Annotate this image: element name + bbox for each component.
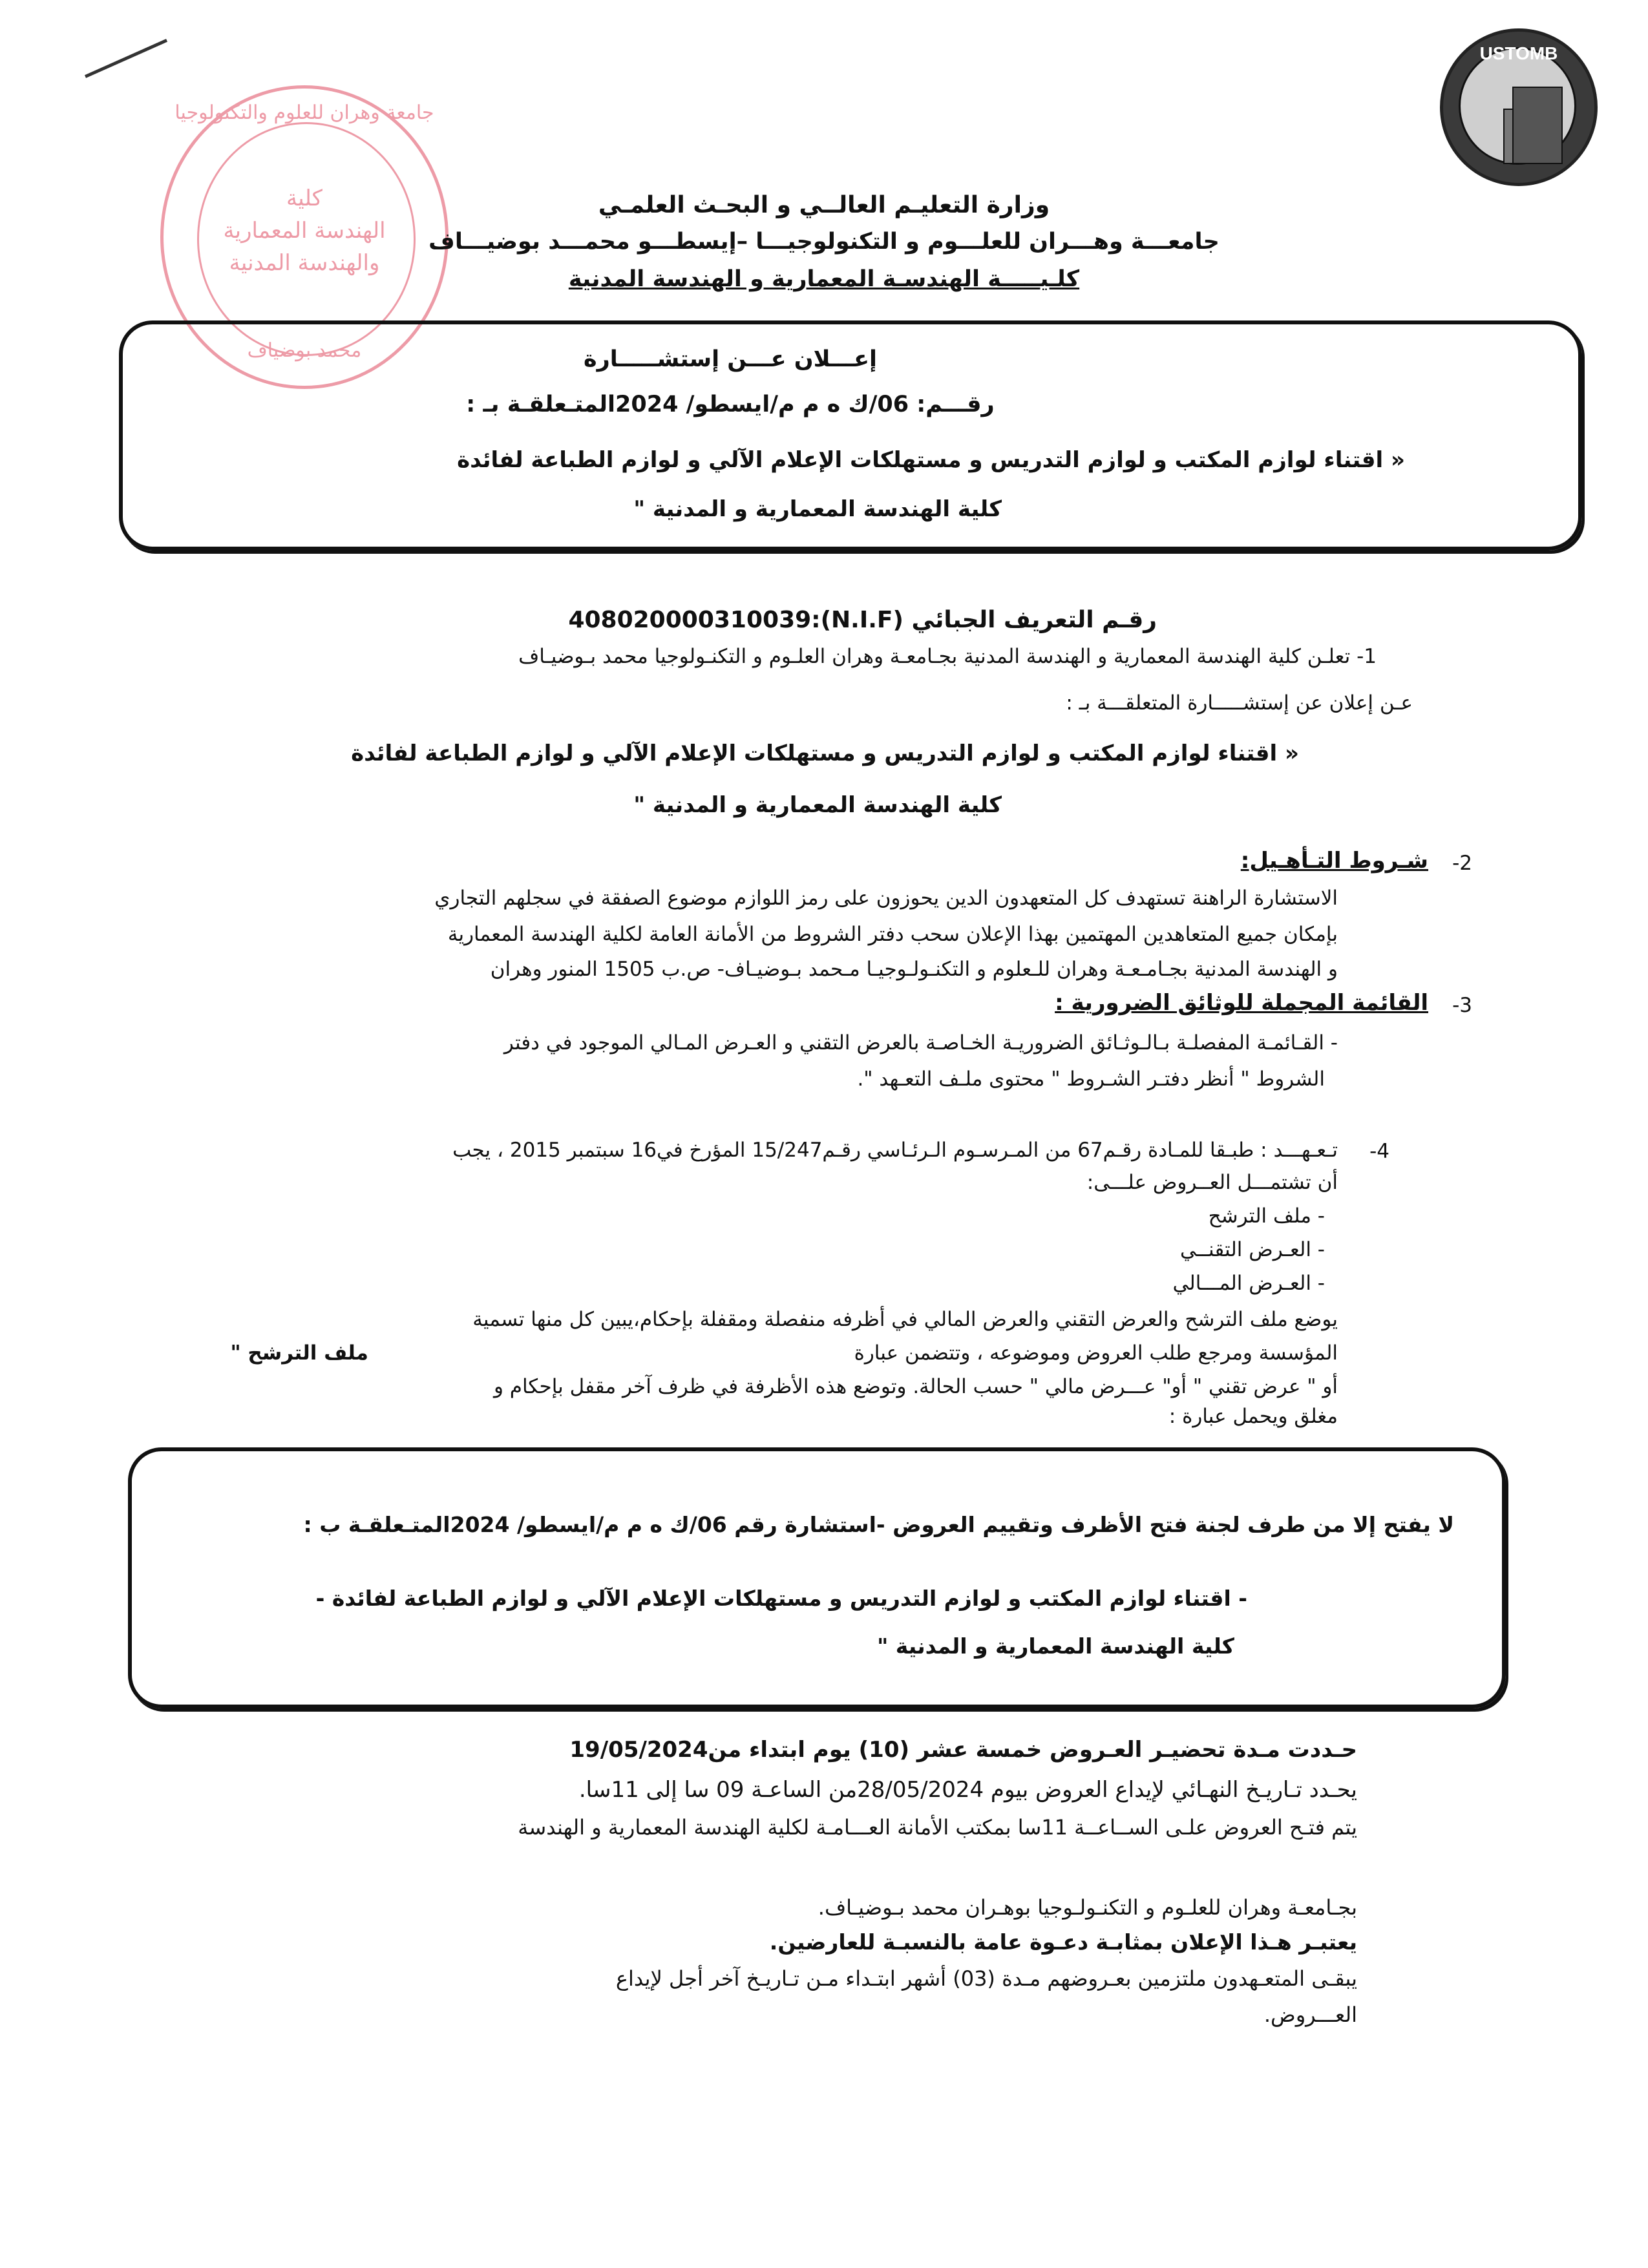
scan-mark xyxy=(85,39,167,78)
section1-subject-1: « اقتناء لوازم المكتب و لوازم التدريس و مستهلكات الإعلام الآلي و لوازم الطباعة لفائدة xyxy=(351,740,1299,766)
stamp-text-architecture: الهندسة المعمارية xyxy=(223,218,386,244)
announcement-title: إعـــلان عـــن إستشـــــارة xyxy=(584,346,877,372)
envelope-line-2: - اقتناء لوازم المكتب و لوازم التدريس و مستهلكات الإعلام الآلي و لوازم الطباعة لفائدة - xyxy=(315,1586,1247,1611)
closing-deadline: يحـدد تـاريـخ النهـائي لإيداع العروض بيوم 28/05/2024من الساعـة 09 سا إلى 11سا. xyxy=(578,1777,1357,1803)
ministry-name: وزارة التعليـم العالــي و البحـث العلمـي xyxy=(598,192,1050,218)
envelope-box xyxy=(128,1447,1506,1708)
tax-id: رقـم التعريف الجبائي (N.I.F):408020000310039 xyxy=(568,607,1157,633)
envelope-line-1: لا يفتح إلا من طرف لجنة فتح الأظرف وتقييم العروض -استشارة رقم 06/ك ه م م/ايسطو/ 2024المتـعلقـة ب : xyxy=(303,1512,1454,1537)
stamp-text-faculty: كلية xyxy=(286,185,322,211)
closing-opening: يتم فتـح العروض علـى الســاعــة 11سا بمكتب الأمانة العـــامـة لكلية الهندسة المعمارية و الهندسة xyxy=(518,1815,1357,1840)
section1-subject-2: كلية الهندسة المعمارية و المدنية " xyxy=(633,792,1002,818)
closing-offers: العـــروض. xyxy=(1263,2002,1357,2027)
section3-heading: القائمة المجملة للوثائق الضرورية : xyxy=(1055,990,1428,1016)
closing-invitation: يعتبـر هـذا الإعلان بمثابـة دعـوة عامة بالنسبـة للعارضين. xyxy=(769,1929,1357,1955)
section3-line-2: الشروط " أنظر دفتـر الشـروط " محتوى ملـف التعـهد ". xyxy=(857,1067,1325,1091)
section4-para-4: مغلق ويحمل عبارة : xyxy=(1168,1405,1338,1428)
section2-number: 2- xyxy=(1452,852,1472,875)
section4-para-1: يوضع ملف الترشح والعرض التقني والعرض المالي في أظرفه منفصلة ومقفلة بإحكام،يبين كل منها تسمية xyxy=(472,1308,1338,1331)
logo-text: USTOMB xyxy=(1479,43,1558,63)
section1-line-1: 1- تعلـن كلية الهندسة المعمارية و الهندسة المدنية بجـامعـة وهران العلـوم و التكنـولوجيا محمد بـوضيـاف xyxy=(518,645,1377,668)
university-logo xyxy=(1440,28,1598,186)
section1-line-2: عـن إعلان عن إستشـــــارة المتعلقـــة بـ : xyxy=(1066,691,1413,715)
logo-building xyxy=(1512,87,1563,164)
section2-line-1: الاستشارة الراهنة تستهدف كل المتعهدون الدين يحوزون على رمز اللوازم موضوع الصفقة في سجلهم التجاري xyxy=(434,887,1338,910)
announcement-subject-2: كلية الهندسة المعمارية و المدنية " xyxy=(633,496,1002,522)
section4-para-3: أو " عرض تقني " أو" عـــرض مالي " حسب الحالة. وتوضع هذه الأظرفة في ظرف آخر مقفل بإحكام و xyxy=(493,1375,1338,1398)
section4-item-technical: - العـرض التقنــي xyxy=(1179,1238,1325,1261)
stamp-text-civil: والهندسة المدنية xyxy=(229,250,380,276)
university-name: جامعـــة وهـــران للعلـــوم و التكنولوجيـــا –إيسطـــو محمـــد بوضيـــاف xyxy=(428,229,1220,255)
envelope-line-3: كلية الهندسة المعمارية و المدنية " xyxy=(877,1633,1234,1659)
announcement-number: رقـــم: 06/ك ه م م/ايسطو/ 2024المتـعلقـة بـ : xyxy=(466,392,995,417)
section4-item-financial: - العـرض المـــالي xyxy=(1172,1272,1325,1295)
stamp-text-name: محمد بوضياف xyxy=(247,339,362,362)
announcement-subject-1: « اقتناء لوازم المكتب و لوازم التدريس و مستهلكات الإعلام الآلي و لوازم الطباعة لفائدة xyxy=(457,447,1405,473)
faculty-name: كلـيـــــة الهندسـة المعمارية و الهندسة المدنية xyxy=(568,266,1080,292)
section4-number: 4- xyxy=(1369,1140,1389,1163)
closing-preparation-period: حـددت مـدة تحضيـر العـروض خمسة عشر (10) يوم ابتداء من19/05/2024 xyxy=(569,1737,1357,1763)
section4-item-application: - ملف الترشح xyxy=(1208,1204,1325,1228)
stamp-text-university: جامعة وهران للعلوم والتكنولوجيا xyxy=(174,101,434,124)
section2-heading: شـروط التـأهـيل: xyxy=(1240,848,1428,874)
section4-para-2-end: ملف الترشح " xyxy=(230,1341,368,1365)
section2-line-3: و الهندسة المدنية بجـامـعـة وهران للـعلوم و التكنـولـوجيـا مـحمد بـوضيـاف- ص.ب 1505 المنور وهران xyxy=(490,958,1338,981)
logo-ring xyxy=(1459,47,1576,165)
section3-number: 3- xyxy=(1452,994,1472,1017)
section2-line-2: بإمكان جميع المتعاهدين المهتمين بهذا الإعلان سحب دفتر الشروط من الأمانة العامة لكلية الهندسة المعمارية xyxy=(447,923,1338,946)
closing-university: بجـامعـة وهران للعلـوم و التكنـولـوجيا بوهـران محمد بـوضيـاف. xyxy=(818,1895,1357,1920)
closing-validity: يبقـى المتعـهدون ملتزمين بعـروضهم مـدة (03) أشهر ابتـداء مـن تـاريـخ آخر أجل لإيداع xyxy=(615,1966,1357,1991)
section4-para-2: المؤسسة ومرجع طلب العروض وموضوعه ، وتتضمن عبارة xyxy=(854,1341,1338,1365)
section4-line-1: تـعـهـــد : طبـقا للمـادة رقـم67 من المـرسـوم الـرئـاسي رقـم15/247 المؤرخ في16 سبتمبر 2015 ، يجب xyxy=(452,1139,1338,1162)
section4-line-2: أن تشتمـــل العــروض علـــى: xyxy=(1086,1171,1338,1194)
section3-line-1: - القـائمـة المفصلـة بـالـوثـائق الضروريـة الخـاصـة بالعرض التقني و العـرض المـالي الموجود في دفتر xyxy=(503,1031,1338,1055)
